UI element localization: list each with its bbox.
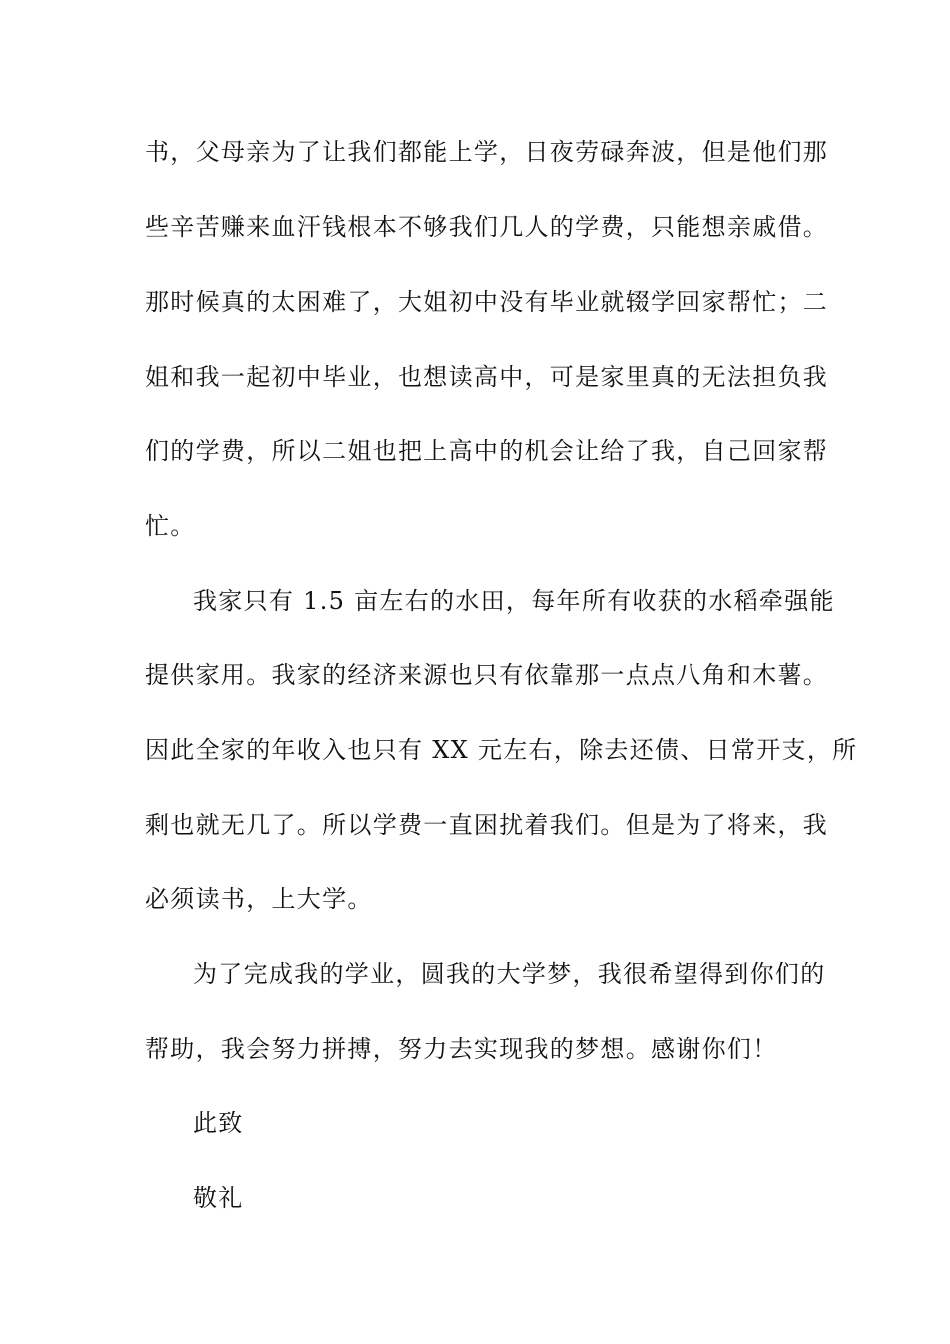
text-line: 提供家用。我家的经济来源也只有依靠那一点点八角和木薯。 [145,661,829,689]
text-line: 忙。 [145,512,196,540]
text-line: 帮助，我会努力拼搏，努力去实现我的梦想。感谢你们！ [145,1035,778,1063]
closing-regards: 敬礼 [193,1184,244,1212]
text-line: 必须读书，上大学。 [145,885,373,913]
text-line: 我家只有 1.5 亩左右的水田，每年所有收获的水稻牵强能 [193,587,835,615]
text-line: 些辛苦赚来血汗钱根本不够我们几人的学费，只能想亲戚借。 [145,213,829,241]
text-line: 书，父母亲为了让我们都能上学，日夜劳碌奔波，但是他们那 [145,138,829,166]
closing-salutation: 此致 [193,1109,244,1137]
text-line: 为了完成我的学业，圆我的大学梦，我很希望得到你们的 [193,960,826,988]
text-line: 姐和我一起初中毕业，也想读高中，可是家里真的无法担负我 [145,363,829,391]
text-line: 那时候真的太困难了，大姐初中没有毕业就辍学回家帮忙；二 [145,288,829,316]
text-line: 们的学费，所以二姐也把上高中的机会让给了我，自己回家帮 [145,437,829,465]
text-line: 因此全家的年收入也只有 XX 元左右，除去还债、日常开支，所 [145,736,858,764]
text-line: 剩也就无几了。所以学费一直困扰着我们。但是为了将来，我 [145,811,829,839]
